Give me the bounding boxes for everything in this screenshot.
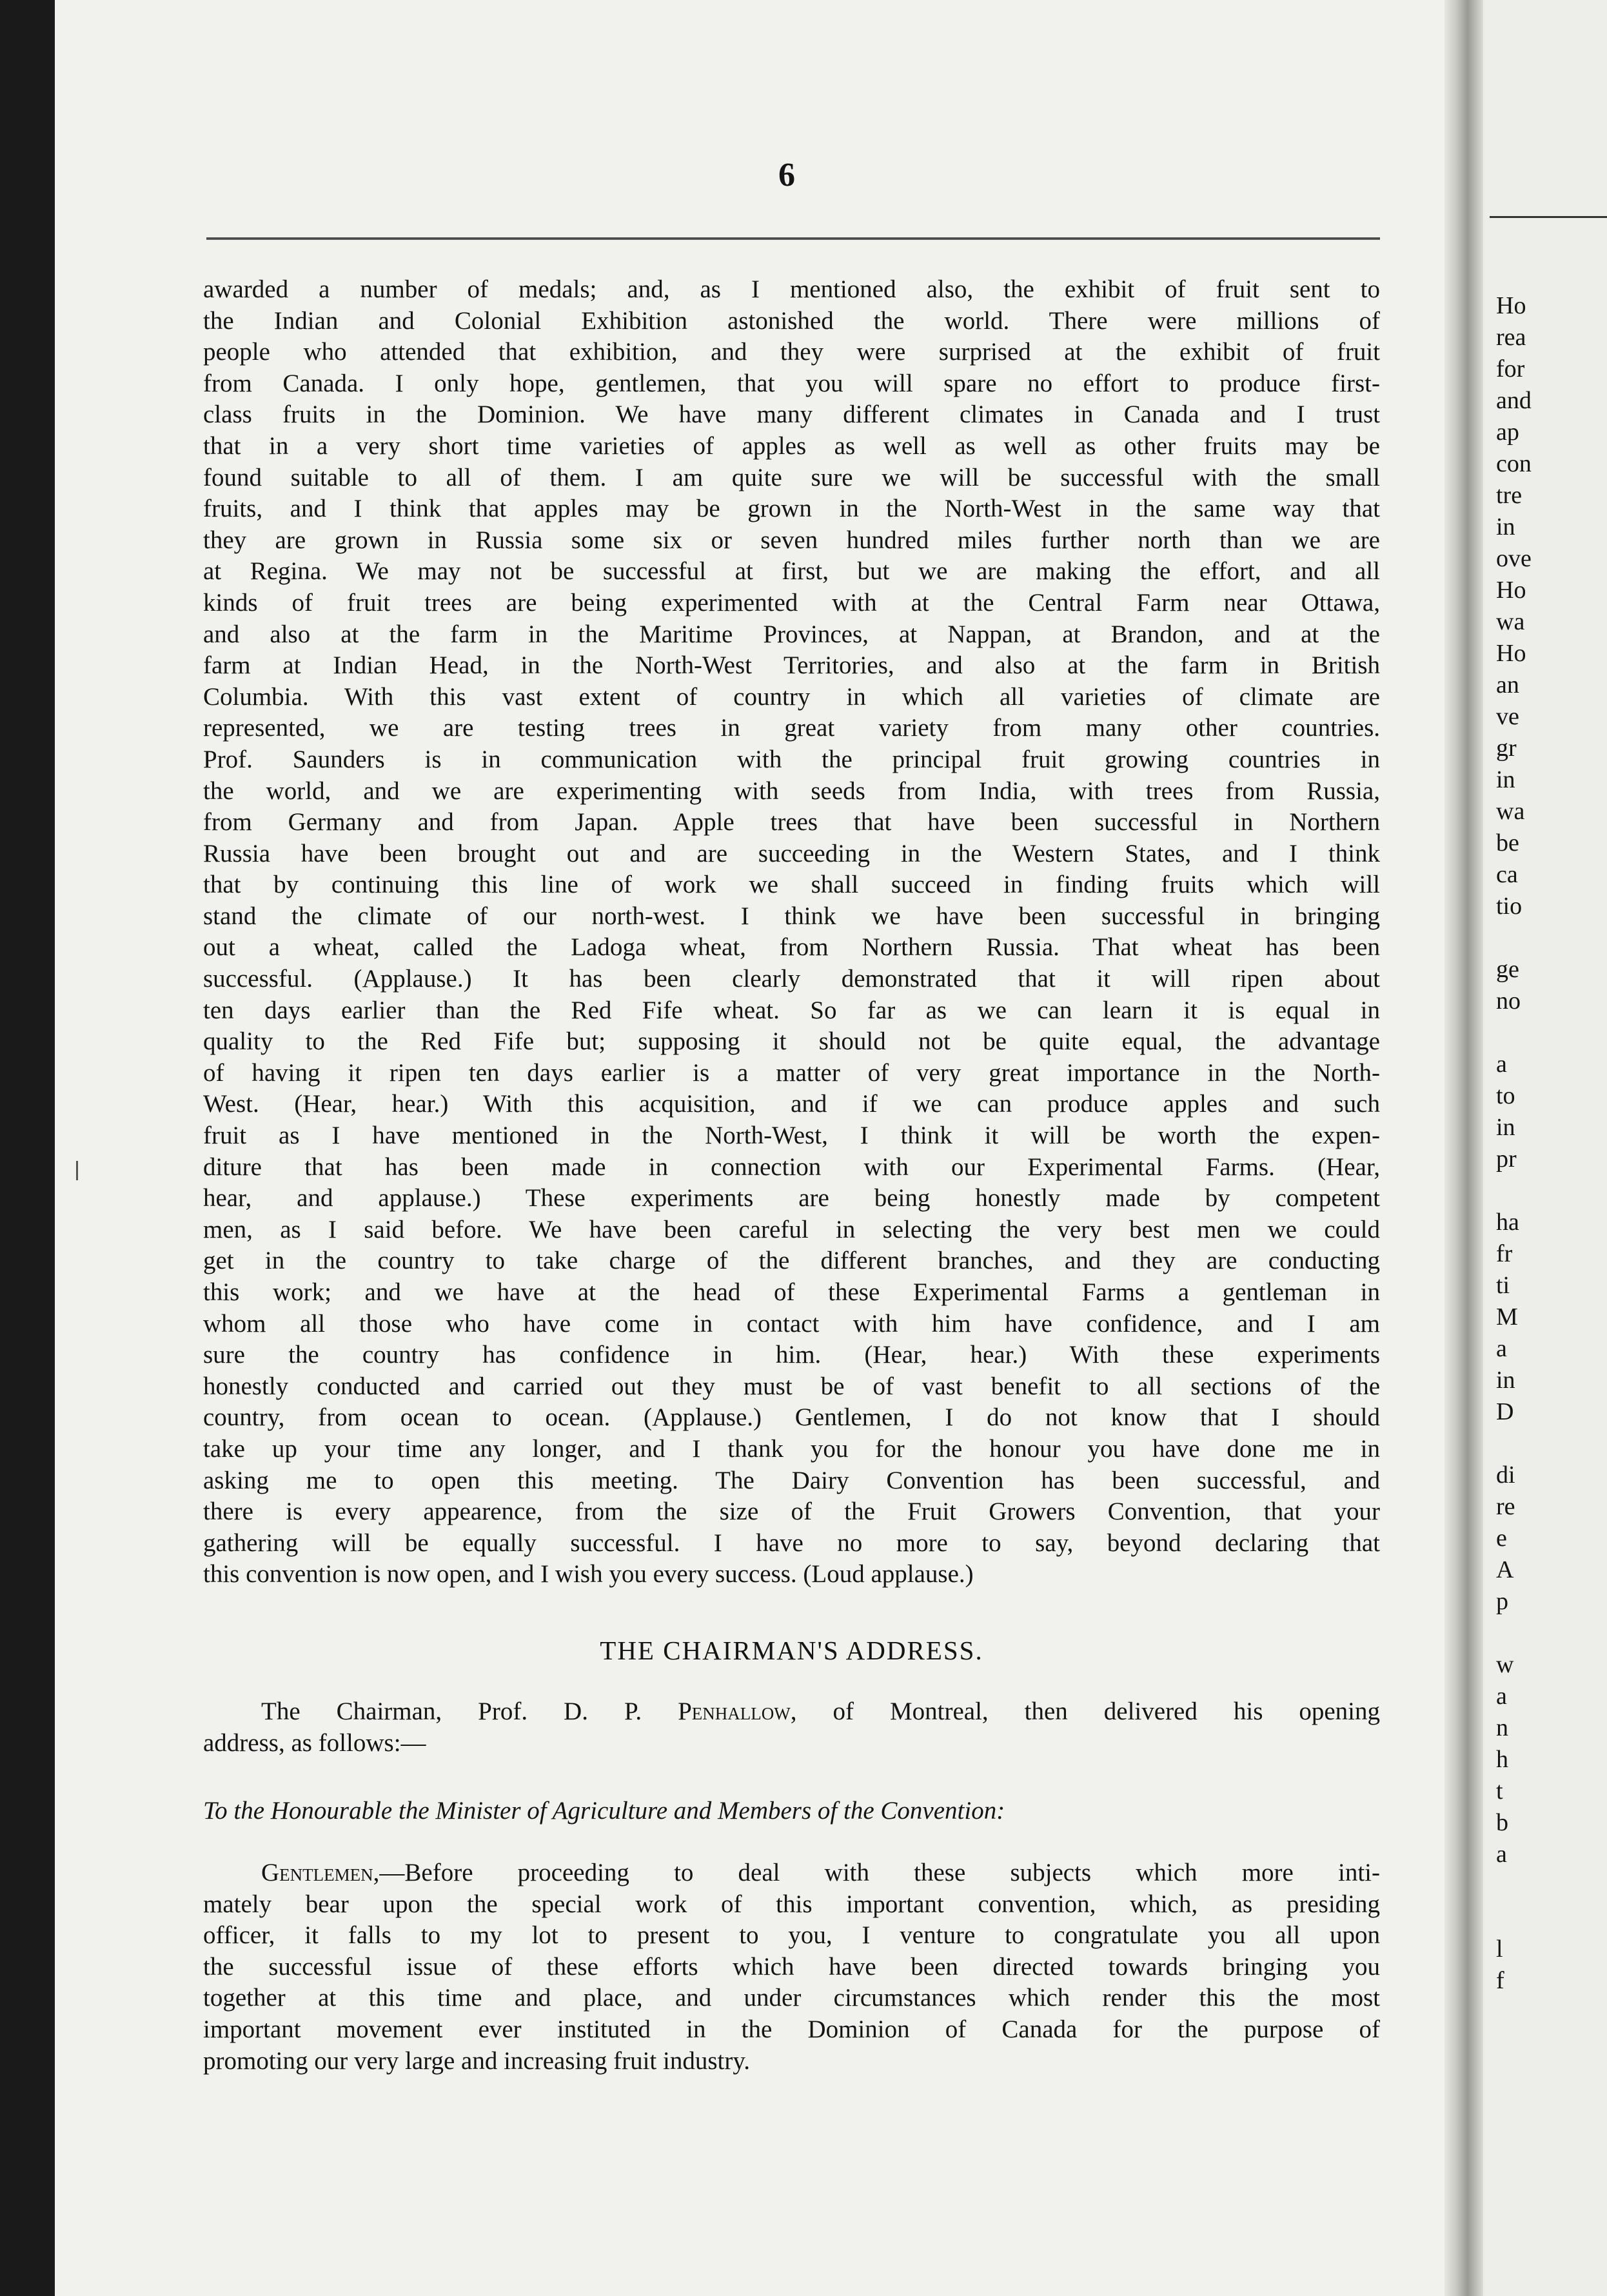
salutation: To the Honourable the Minister of Agriculture and Members of the Convention:	[203, 1797, 1005, 1825]
facing-page-rule	[1490, 216, 1607, 218]
facing-page-fragment: h	[1496, 1746, 1508, 1773]
facing-page-fragment: A	[1496, 1556, 1514, 1583]
text-line: quality to the Red Fife but; supposing it should not be quite equal, the advantage	[203, 1027, 1380, 1056]
text-line: ten days earlier than the Red Fife wheat. So far as we can learn it is equal in	[203, 996, 1380, 1024]
facing-page-fragment: Ho	[1496, 577, 1526, 604]
facing-page-fragment: a	[1496, 1841, 1507, 1868]
facing-page-fragment: l	[1496, 1935, 1503, 1963]
margin-mark	[76, 1161, 78, 1180]
facing-page-fragment: fr	[1496, 1240, 1513, 1267]
text-line: and also at the farm in the Maritime Provinces, at Nappan, at Brandon, and at the	[203, 620, 1380, 648]
text-line: that by continuing this line of work we shall succeed in finding fruits which will	[203, 871, 1380, 899]
text-line: kinds of fruit trees are being experimented with at the Central Farm near Ottawa,	[203, 588, 1380, 617]
text-line: found suitable to all of them. I am quite sure we will be successful with the small	[203, 463, 1380, 491]
text-line: awarded a number of medals; and, as I mentioned also, the exhibit of fruit sent to	[203, 275, 1380, 303]
header-rule	[206, 237, 1380, 240]
facing-page-fragment: b	[1496, 1809, 1508, 1836]
facing-page-fragment: ti	[1496, 1272, 1510, 1299]
section-heading: THE CHAIRMAN'S ADDRESS.	[600, 1636, 983, 1665]
text-line: fruit as I have mentioned in the North-West, I think it will be worth the expen-	[203, 1122, 1380, 1150]
text-line: hear, and applause.) These experiments are being honestly made by competent	[203, 1184, 1380, 1212]
facing-page-fragment: in	[1496, 766, 1515, 793]
text-line: farm at Indian Head, in the North-West Territories, and also at the farm in British	[203, 651, 1380, 680]
intro-line: address, as follows:—	[203, 1728, 426, 1757]
facing-page-fragment: ge	[1496, 956, 1519, 983]
facing-page-fragment: to	[1496, 1082, 1515, 1109]
address-line: mately bear upon the special work of this important convention, which, as presiding	[203, 1890, 1380, 1918]
facing-page-fragment: Ho	[1496, 292, 1526, 319]
facing-page-fragment	[1496, 1618, 1607, 1649]
facing-page-fragment: M	[1496, 1303, 1518, 1331]
text-line: this convention is now open, and I wish you every success. (Loud applause.)	[203, 1560, 974, 1588]
body-paragraph	[203, 274, 1380, 1590]
address-line: officer, it falls to my lot to present to you, I venture to congratulate you all upon	[203, 1921, 1380, 1950]
text-line: from Canada. I only hope, gentlemen, that you will spare no effort to produce first-	[203, 369, 1380, 397]
facing-page-fragment: tre	[1496, 482, 1523, 509]
facing-page-fragment: in	[1496, 513, 1515, 540]
facing-page-fragment: wa	[1496, 798, 1525, 825]
address-line: the successful issue of these efforts which have been directed towards bringing you	[203, 1952, 1380, 1981]
facing-page-fragment: con	[1496, 450, 1532, 477]
facing-page-fragment: ap	[1496, 419, 1519, 446]
facing-page-fragment: di	[1496, 1461, 1515, 1489]
address-paragraph	[203, 1857, 1380, 2077]
address-line: promoting our very large and increasing fruit industry.	[203, 2046, 751, 2075]
facing-page-fragment: gr	[1496, 735, 1517, 762]
facing-page-fragment: tio	[1496, 893, 1523, 920]
intro-paragraph	[203, 1696, 1380, 1759]
facing-page-fragment	[1496, 1428, 1607, 1460]
facing-page-fragment	[1496, 922, 1607, 954]
text-line: get in the country to take charge of the different branches, and they are conducting	[203, 1247, 1380, 1275]
facing-page-fragment: an	[1496, 671, 1519, 698]
text-line: Prof. Saunders is in communication with the principal fruit growing countries in	[203, 745, 1380, 773]
facing-page-fragment: and	[1496, 387, 1532, 414]
text-line: out a wheat, called the Ladoga wheat, from Northern Russia. That wheat has been	[203, 933, 1380, 962]
text-line: that in a very short time varieties of apples as well as well as other fruits may be	[203, 431, 1380, 460]
text-line: gathering will be equally successful. I have no more to say, beyond declaring that	[203, 1529, 1380, 1557]
text-line: West. (Hear, hear.) With this acquisition, and if we can produce apples and such	[203, 1090, 1380, 1118]
text-line: successful. (Applause.) It has been clearly demonstrated that it will ripen about	[203, 965, 1380, 993]
facing-page-fragment: a	[1496, 1051, 1507, 1078]
text-line: diture that has been made in connection with our Experimental Farms. (Hear,	[203, 1153, 1380, 1181]
facing-page-fragment: no	[1496, 987, 1521, 1014]
address-line: Gentlemen,—Before proceeding to deal with these subjects which more inti-	[261, 1859, 1380, 1886]
facing-page-fragment: rea	[1496, 324, 1526, 351]
page-number: 6	[778, 157, 795, 193]
facing-page-fragment: Ho	[1496, 640, 1526, 667]
facing-page-fragment	[1496, 1175, 1607, 1207]
facing-page-fragment	[1496, 1017, 1607, 1049]
text-line: class fruits in the Dominion. We have many different climates in Canada and I trust	[203, 401, 1380, 429]
text-line: Russia have been brought out and are succeeding in the Western States, and I think	[203, 839, 1380, 867]
chairman-name: Penhallow	[678, 1697, 791, 1725]
facing-page-fragment: a	[1496, 1683, 1507, 1710]
facing-page-fragment: t	[1496, 1777, 1503, 1805]
facing-page-fragment	[1496, 1870, 1607, 1902]
facing-page-fragment: ha	[1496, 1209, 1519, 1236]
facing-page-fragment: ca	[1496, 861, 1518, 888]
facing-page-fragment: in	[1496, 1367, 1515, 1394]
text-line: from Germany and from Japan. Apple trees that have been successful in Northern	[203, 808, 1380, 836]
text-line: there is every appearence, from the size of the Fruit Growers Convention, that your	[203, 1498, 1380, 1526]
facing-page-fragment: ove	[1496, 545, 1532, 572]
text-line: take up your time any longer, and I thank you for the honour you have done me in	[203, 1434, 1380, 1463]
facing-page-fragment	[1496, 1902, 1607, 1934]
text-line: the Indian and Colonial Exhibition astonished the world. There were millions of	[203, 306, 1380, 335]
text-line: of having it ripen ten days earlier is a matter of very great importance in the North-	[203, 1058, 1380, 1087]
facing-page-fragment: n	[1496, 1714, 1508, 1741]
text-line: stand the climate of our north-west. I think we have been successful in bringing	[203, 902, 1380, 930]
facing-page-fragment: f	[1496, 1967, 1504, 1994]
text-line: honestly conducted and carried out they must be of vast benefit to all sections of the	[203, 1372, 1380, 1400]
text-line: asking me to open this meeting. The Dairy Convention has been successful, and	[203, 1466, 1380, 1494]
text-line: this work; and we have at the head of these Experimental Farms a gentleman in	[203, 1278, 1380, 1306]
intro-line: The Chairman, Prof. D. P. Penhallow, of Montreal, then delivered his opening	[261, 1697, 1381, 1725]
facing-page-fragment: w	[1496, 1651, 1514, 1678]
facing-page-fragment: pr	[1496, 1145, 1517, 1173]
facing-page-fragment: in	[1496, 1114, 1515, 1141]
text-line: whom all those who have come in contact with him have confidence, and I am	[203, 1309, 1380, 1338]
text-line: men, as I said before. We have been careful in selecting the very best men we could	[203, 1215, 1380, 1243]
facing-page-fragment: for	[1496, 355, 1525, 382]
text-line: at Regina. We may not be successful at first, but we are making the effort, and all	[203, 557, 1380, 586]
book-gutter	[1444, 0, 1483, 2296]
text-line: country, from ocean to ocean. (Applause.) Gentlemen, I do not know that I should	[203, 1403, 1380, 1432]
facing-page-fragment: wa	[1496, 608, 1525, 635]
facing-page-fragment: e	[1496, 1525, 1507, 1552]
facing-page-fragment: be	[1496, 829, 1519, 856]
facing-page-fragment: a	[1496, 1335, 1507, 1362]
facing-page-edge	[1483, 0, 1607, 2296]
facing-page-fragment: ve	[1496, 703, 1519, 730]
text-line: sure the country has confidence in him. (Hear, hear.) With these experiments	[203, 1341, 1380, 1369]
text-line: represented, we are testing trees in great variety from many other countries.	[203, 714, 1380, 742]
opening-word: Gentlemen	[261, 1859, 373, 1886]
facing-page-fragment: D	[1496, 1398, 1514, 1425]
address-line: important movement ever instituted in the Dominion of Canada for the purpose of	[203, 2015, 1380, 2043]
address-line: together at this time and place, and under circumstances which render this the most	[203, 1984, 1380, 2012]
facing-page-fragment: re	[1496, 1493, 1515, 1520]
text-line: people who attended that exhibition, and they were surprised at the exhibit of fruit	[203, 338, 1380, 366]
facing-page-text	[1496, 290, 1607, 1997]
text-line: fruits, and I think that apples may be grown in the North-West in the same way that	[203, 495, 1380, 523]
facing-page-fragment: p	[1496, 1588, 1508, 1615]
text-line: the world, and we are experimenting with seeds from India, with trees from Russia,	[203, 777, 1380, 805]
text-line: Columbia. With this vast extent of country in which all varieties of climate are	[203, 682, 1380, 711]
text-line: they are grown in Russia some six or seven hundred miles further north than we are	[203, 526, 1380, 554]
